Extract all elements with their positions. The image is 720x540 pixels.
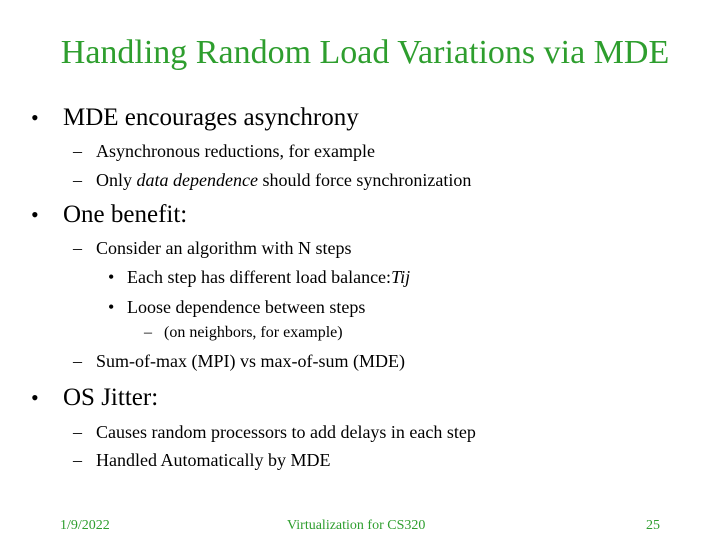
bullet-text: OS Jitter: [63,384,159,411]
bullet-text: MDE encourages asynchrony [63,104,359,131]
dash-marker: – [144,324,152,341]
sub-bullet-text: Sum-of-max (MPI) vs max-of-sum (MDE) [96,351,405,371]
dash-marker: – [73,170,82,190]
sub-bullet-text [96,170,471,190]
bullet-marker: • [31,105,39,130]
sub-sub-bullet-loose-dependence [108,297,366,318]
footer-date: 1/9/2022 [60,518,110,533]
sub-bullet-sum-of-max [73,351,405,372]
bullet-marker: • [108,297,115,317]
sub-sub-bullet-text: Loose dependence between steps [127,297,366,317]
dash-marker: – [73,450,82,470]
emphasized-term: Tij [391,267,411,287]
text-segment: Each step has different load balance: [127,267,392,287]
dash-marker: – [73,351,82,371]
sub-bullet-async-reductions [73,141,375,162]
bullet-marker: • [31,202,39,227]
dash-marker: – [73,238,82,258]
sub-bullet-n-steps [73,238,352,259]
bullet-marker: • [31,385,39,410]
sub-bullet-handled-automatically [73,450,331,471]
sub-bullet-text: Consider an algorithm with N steps [96,238,352,258]
sub-bullet-text: Causes random processors to add delays in each step [96,422,476,442]
sub-sub-bullet-load-balance [108,267,411,288]
sub-sub-bullet-text [127,267,410,287]
sub-bullet-data-dependence [73,170,472,191]
dash-marker: – [73,141,82,161]
text-segment: should force synchronization [257,170,472,190]
bullet-mde-asynchrony [31,104,359,132]
emphasized-term: data dependence [136,170,258,190]
sub-bullet-random-delays [73,422,476,443]
bullet-text: One benefit: [63,201,188,228]
footer-course-title: Virtualization for CS320 [287,518,426,533]
sub-bullet-text: Handled Automatically by MDE [96,450,331,470]
footer-page-number: 25 [646,518,660,533]
text-segment: Only [96,170,137,190]
dash-marker: – [73,422,82,442]
level-four-bullet-neighbors [144,324,343,342]
bullet-marker: • [108,267,115,287]
bullet-os-jitter [31,384,159,412]
level-four-text: (on neighbors, for example) [164,324,343,341]
sub-bullet-text: Asynchronous reductions, for example [96,141,375,161]
bullet-one-benefit [31,201,188,229]
slide-title: Handling Random Load Variations via MDE [60,34,670,71]
